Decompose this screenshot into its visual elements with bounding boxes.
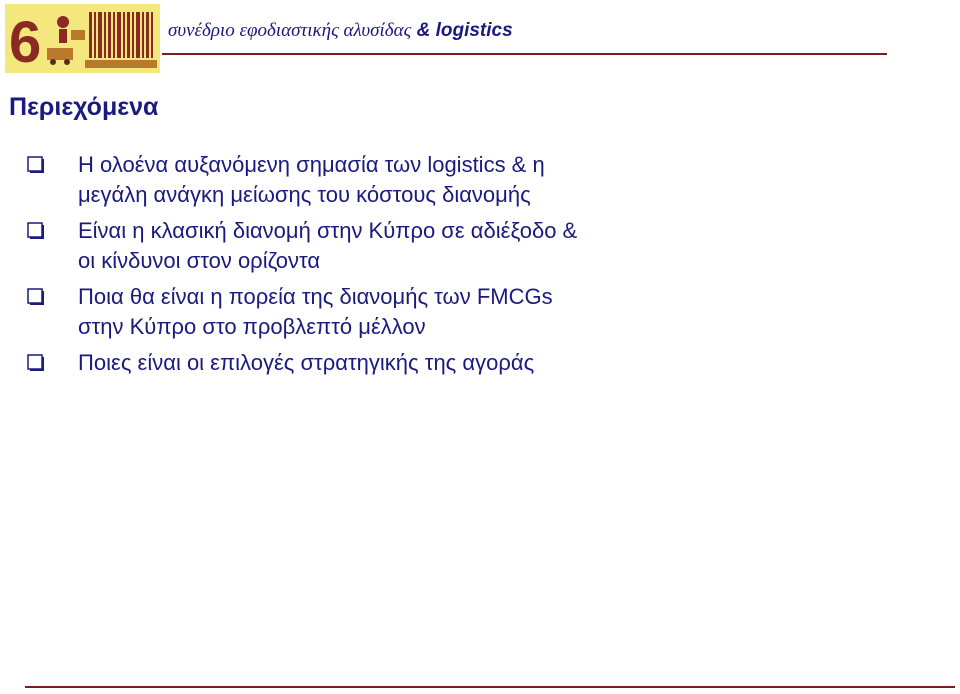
contents-list xyxy=(27,150,927,384)
checkbox-bullet-icon xyxy=(27,288,44,305)
logo-numeral: 6 xyxy=(9,10,42,73)
list-item-line: στην Κύπρο στο προβλεπτό μέλλον xyxy=(78,314,426,339)
list-item-line: μεγάλη ανάγκη μείωσης του κόστους διανομής xyxy=(78,182,531,207)
list-item-line: Η ολοένα αυξανόμενη σημασία των logistics & η xyxy=(78,152,545,177)
checkbox-bullet-icon xyxy=(27,222,44,239)
conference-title xyxy=(168,20,513,42)
list-item xyxy=(27,216,927,276)
conference-title-main: συνέδριο εφοδιαστικής αλυσίδας xyxy=(168,20,412,41)
list-item-line: Είναι η κλασική διανομή στην Κύπρο σε αδιέξοδο & xyxy=(78,218,578,243)
page-title: Περιεχόμενα xyxy=(9,93,159,121)
header-divider xyxy=(162,53,887,55)
footer-divider xyxy=(25,686,955,688)
list-item xyxy=(27,150,927,210)
checkbox-bullet-icon xyxy=(27,354,44,371)
checkbox-bullet-icon xyxy=(27,156,44,173)
conference-logo xyxy=(5,4,160,73)
conference-title-logistics: & logistics xyxy=(411,20,513,41)
list-item-line: Ποιες είναι οι επιλογές στρατηγικής της αγοράς xyxy=(78,350,535,375)
list-item xyxy=(27,282,927,342)
logo-graphic xyxy=(5,4,160,73)
list-item-line: Ποια θα είναι η πορεία της διανομής των FMCGs xyxy=(78,284,553,309)
list-item-line: οι κίνδυνοι στον ορίζοντα xyxy=(78,248,321,273)
list-item xyxy=(27,348,927,378)
